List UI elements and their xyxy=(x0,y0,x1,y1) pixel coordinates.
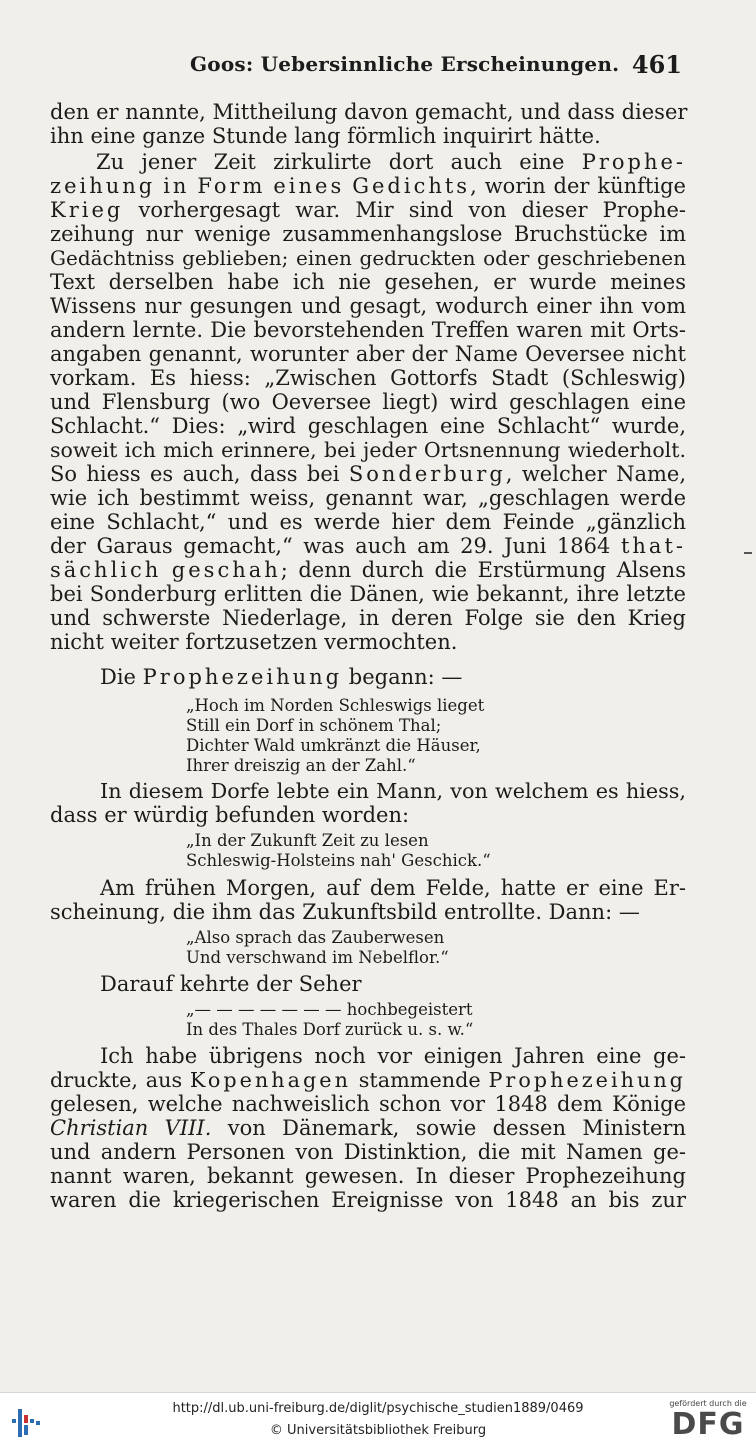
text-line: Gedächtniss geblieben; einen gedruckten oder geschriebenen xyxy=(50,246,686,270)
text-span: Zu jener Zeit zirkulirte dort auch eine xyxy=(96,150,565,174)
verse-line: Und verschwand im Nebelflor.“ xyxy=(186,948,449,967)
text-span: begann: — xyxy=(348,665,463,689)
verse-line: „Also sprach das Zauberwesen xyxy=(186,928,445,947)
text-span: druckte, aus xyxy=(50,1068,183,1092)
text-span: So hiess es auch, dass bei xyxy=(50,462,340,486)
spaced-text: in xyxy=(163,174,190,198)
verse-line: „— — — — — — — hochbegeistert xyxy=(186,1000,473,1019)
text-span: vorhergesagt war. Mir sind von dieser Prophe- xyxy=(138,198,686,222)
page-header xyxy=(50,50,686,80)
verse-line: Ihrer dreiszig an der Zahl.“ xyxy=(186,756,416,775)
text-line: und schwerste Niederlage, in deren Folge sie den Krieg xyxy=(50,606,686,630)
verse-line: „In der Zukunft Zeit zu lesen xyxy=(186,831,429,850)
text-line: In diesem Dorfe lebte ein Mann, von welchem es hiess, xyxy=(100,779,686,803)
text-line: andern lernte. Die bevorstehenden Treffen waren mit Orts- xyxy=(50,318,686,342)
spaced-text: zeihung xyxy=(50,174,156,198)
dfg-logo[interactable] xyxy=(668,1399,748,1445)
text-line: Am frühen Morgen, auf dem Felde, hatte er eine Er- xyxy=(100,876,686,900)
text-span: stammende xyxy=(358,1068,481,1092)
spaced-text: Kopenhagen xyxy=(189,1068,351,1092)
text-span: der Garaus gemacht,“ was auch am 29. Juni 1864 xyxy=(50,534,611,558)
text-line xyxy=(50,1068,686,1092)
spaced-text: Prophezeihung xyxy=(488,1068,686,1092)
spaced-text: that- xyxy=(620,534,686,558)
text-line: soweit ich mich erinnere, bei jeder Ortsnennung wiederholt. xyxy=(50,438,686,462)
dfg-wordmark: DFG xyxy=(671,1407,745,1442)
spaced-text: sächlich xyxy=(50,558,162,582)
spaced-text: Krieg xyxy=(50,198,124,222)
verse-line: Dichter Wald umkränzt die Häuser, xyxy=(186,736,481,755)
page-number: 461 xyxy=(631,50,682,79)
text-line: Darauf kehrte der Seher xyxy=(100,972,362,996)
source-url-link[interactable]: http://dl.ub.uni-freiburg.de/diglit/psychische_studien1889/0469 xyxy=(172,1401,584,1416)
text-line: gelesen, welche nachweislich schon vor 1848 dem Könige xyxy=(50,1092,686,1116)
spaced-text: geschah xyxy=(171,558,281,582)
text-line xyxy=(50,1116,686,1140)
spaced-text: eines xyxy=(273,174,345,198)
spaced-text: Form xyxy=(197,174,266,198)
text-line xyxy=(50,462,686,486)
verse-line: In des Thales Dorf zurück u. s. w.“ xyxy=(186,1020,474,1039)
spaced-text: Prophe- xyxy=(581,150,686,174)
text-line: nannt waren, bekannt gewesen. In dieser Prophezeihung xyxy=(50,1164,686,1188)
verse-line: Schleswig-Holsteins nah' Geschick.“ xyxy=(186,851,491,870)
dfg-subtitle: gefördert durch die xyxy=(669,1399,747,1408)
spaced-text: Gedichts xyxy=(352,174,471,198)
text-line: vorkam. Es hiess: „Zwischen Gottorfs Stadt (Schleswig) xyxy=(50,366,686,390)
text-line: Text derselben habe ich nie gesehen, er wurde meines xyxy=(50,270,686,294)
text-line: dass er würdig befunden worden: xyxy=(50,803,410,827)
text-line: angaben genannt, worunter aber der Name Oeversee nicht xyxy=(50,342,686,366)
text-line: nicht weiter fortzusetzen vermochten. xyxy=(50,630,458,654)
text-line xyxy=(100,665,686,689)
copyright-notice: © Universitätsbibliothek Freiburg xyxy=(269,1423,487,1438)
text-line xyxy=(50,198,686,222)
text-line xyxy=(50,534,686,558)
text-span: Die xyxy=(100,665,136,689)
text-line: den er nannte, Mittheilung davon gemacht, und dass dieser xyxy=(50,100,688,124)
text-line: Wissens nur gesungen und gesagt, wodurch einer ihn vom xyxy=(50,294,686,318)
text-line: und andern Personen von Distinktion, die mit Namen ge- xyxy=(50,1140,686,1164)
verse-line: „Hoch im Norden Schleswigs lieget xyxy=(186,696,485,715)
text-line xyxy=(50,558,686,582)
text-span: von Dänemark, sowie dessen Ministern xyxy=(227,1116,686,1140)
text-line: Ich habe übrigens noch vor einigen Jahren eine ge- xyxy=(100,1044,686,1068)
text-line: waren die kriegerischen Ereignisse von 1848 an bis zur xyxy=(50,1188,686,1212)
text-line xyxy=(96,150,686,174)
text-span: , worin der künftige xyxy=(470,174,686,198)
text-line: scheinung, die ihm das Zukunftsbild entrollte. Dann: — xyxy=(50,900,640,924)
margin-mark xyxy=(744,552,752,554)
text-line: eine Schlacht,“ und es werde hier dem Feinde „gänzlich xyxy=(50,510,686,534)
text-line: Schlacht.“ Dies: „wird geschlagen eine Schlacht“ wurde, xyxy=(50,414,686,438)
text-line: und Flensburg (wo Oeversee liegt) wird geschlagen eine xyxy=(50,390,686,414)
text-line: zeihung nur wenige zusammenhangslose Bruchstücke im xyxy=(50,222,686,246)
text-line xyxy=(50,174,686,198)
text-line: ihn eine ganze Stunde lang förmlich inquirirt hätte. xyxy=(50,124,601,148)
spaced-text: Prophezeihung xyxy=(142,665,343,689)
text-line: wie ich bestimmt weiss, genannt war, „geschlagen werde xyxy=(50,486,686,510)
text-line: bei Sonderburg erlitten die Dänen, wie bekannt, ihre letzte xyxy=(50,582,686,606)
text-span: ; denn durch die Erstürmung Alsens xyxy=(280,558,686,582)
italic-name: Christian VIII. xyxy=(50,1116,212,1140)
spaced-text: Sonderburg xyxy=(348,462,506,486)
verse-line: Still ein Dorf in schönem Thal; xyxy=(186,716,442,735)
viewer-footer xyxy=(0,1392,756,1449)
text-span: , welcher Name, xyxy=(505,462,686,486)
running-title: Goos: Uebersinnliche Erscheinungen. xyxy=(190,52,620,76)
